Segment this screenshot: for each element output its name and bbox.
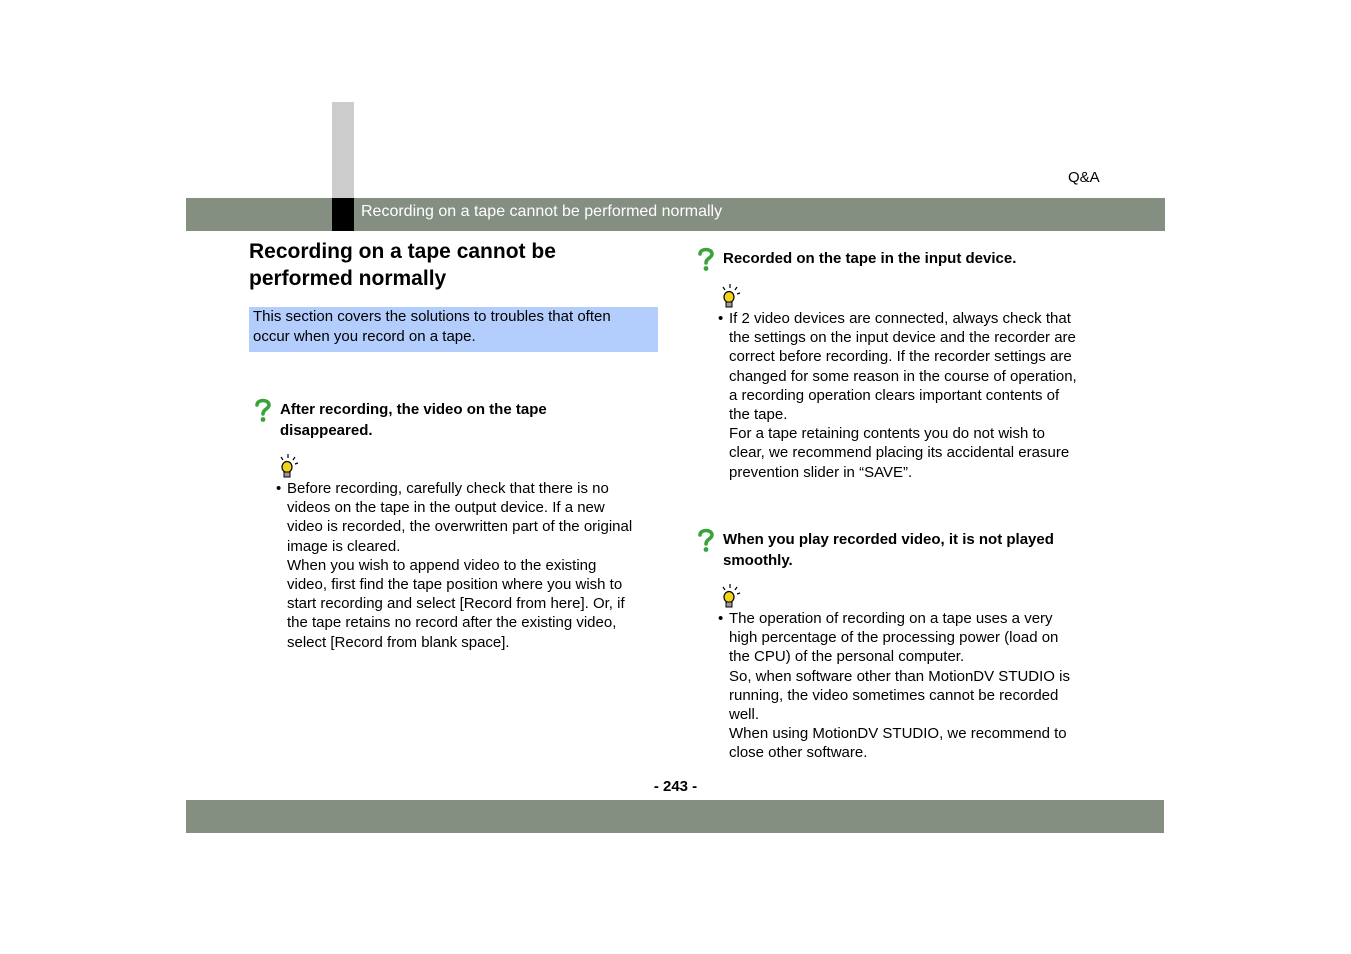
answer-3-line: high percentage of the processing power (load on — [729, 629, 1059, 647]
footer-bar — [186, 800, 1164, 833]
header-marker — [332, 198, 354, 231]
page-title — [249, 238, 649, 292]
header-tab-decoration — [332, 102, 354, 198]
answer-2-line: correct before recording. If the recorder settings are — [729, 348, 1072, 366]
answer-1-line: Before recording, carefully check that there is no — [287, 480, 609, 497]
question-1-line2: disappeared. — [280, 422, 373, 439]
question-mark-icon — [696, 527, 716, 553]
lightbulb-icon — [278, 454, 300, 480]
lightbulb-icon — [720, 584, 742, 610]
answer-1-line: image is cleared. — [287, 537, 401, 555]
bullet: • — [718, 310, 724, 327]
answer-2-line: a recording operation clears important contents of — [729, 386, 1060, 404]
question-2 — [723, 248, 1016, 269]
intro-box — [249, 307, 658, 352]
header-title: Recording on a tape cannot be performed normally — [361, 203, 723, 220]
question-mark-icon — [253, 397, 273, 423]
answer-1-line: videos on the tape in the output device. If a new — [287, 499, 605, 517]
answer-1-line: start recording and select [Record from here]. Or, if — [287, 595, 625, 613]
intro-line1: This section covers the solutions to troubles that often — [253, 308, 611, 325]
answer-1-line: select [Record from blank space]. — [287, 633, 510, 651]
answer-3 — [718, 609, 1108, 763]
bullet: • — [718, 610, 724, 627]
lightbulb-icon — [720, 284, 742, 310]
answer-3-line: running, the video sometimes cannot be recorded — [729, 686, 1059, 704]
answer-3-line: well. — [729, 706, 760, 724]
answer-3-line: the CPU) of the personal computer. — [729, 648, 965, 666]
page-number: - 243 - — [653, 778, 698, 795]
question-mark-icon — [696, 246, 716, 272]
question-1 — [280, 399, 547, 441]
question-3-line1: When you play recorded video, it is not played — [723, 531, 1054, 548]
answer-2-line: If 2 video devices are connected, always check that — [729, 310, 1071, 327]
bullet: • — [276, 480, 282, 497]
answer-3-line: So, when software other than MotionDV STUDIO is — [729, 667, 1070, 685]
answer-2-line: the settings on the input device and the recorder are — [729, 329, 1076, 347]
answer-2-line: prevention slider in “SAVE”. — [729, 463, 913, 481]
answer-2 — [718, 309, 1108, 482]
answer-2-line: changed for some reason in the course of operation, — [729, 367, 1077, 385]
answer-3-line: close other software. — [729, 744, 868, 762]
answer-3-line: The operation of recording on a tape uses a very — [729, 610, 1053, 627]
answer-3-line: When using MotionDV STUDIO, we recommend to — [729, 725, 1067, 743]
question-3-line2: smoothly. — [723, 552, 793, 569]
question-2-line1: Recorded on the tape in the input device. — [723, 250, 1017, 267]
question-3 — [723, 529, 1054, 571]
answer-1-line: video is recorded, the overwritten part of the original — [287, 518, 633, 536]
answer-1-line: the tape retains no record after the existing video, — [287, 614, 617, 632]
answer-2-line: clear, we recommend placing its accidental erasure — [729, 444, 1070, 462]
answer-2-line: the tape. — [729, 406, 788, 424]
answer-1-line: video, first find the tape position where you wish to — [287, 576, 623, 594]
answer-2-line: For a tape retaining contents you do not wish to — [729, 425, 1046, 443]
intro-line2: occur when you record on a tape. — [253, 327, 476, 345]
answer-1-line: When you wish to append video to the existing — [287, 556, 597, 574]
page-title-line2: performed normally — [249, 267, 447, 290]
page-title-line1: Recording on a tape cannot be — [249, 240, 556, 263]
section-label: Q&A — [1068, 169, 1100, 186]
question-1-line1: After recording, the video on the tape — [280, 401, 547, 418]
answer-1 — [276, 479, 661, 652]
